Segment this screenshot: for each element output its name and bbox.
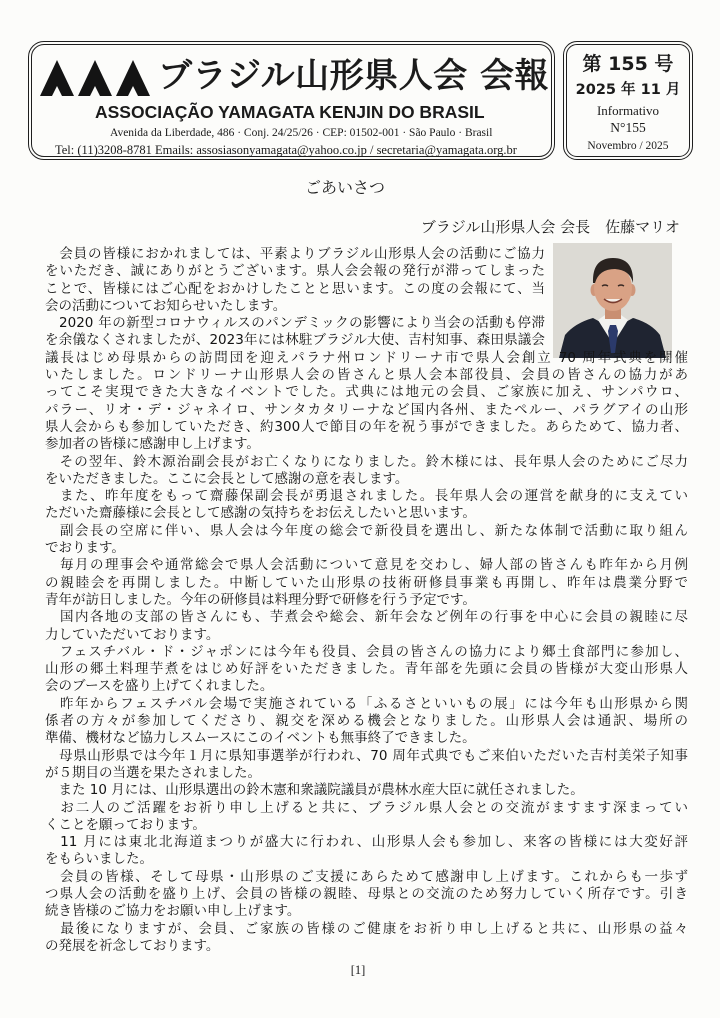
text-line: 会の活動についてお知らせいたします。 xyxy=(45,297,287,314)
text-line: 2020 年の新型コロナウィルスのパンデミックの影響により当会の活動も停滞 xyxy=(45,315,545,332)
text-line: の発展を祈念しております。 xyxy=(45,937,220,954)
issue-label-pt: Informativo xyxy=(596,103,660,118)
text-line: 議長はじめ母県からの訪問団を迎えパラナ州ロンドリーナ市で県人会創立 70 周年式典を開催 xyxy=(45,349,688,366)
text-line: フェスチバル・ド・ジャポンには今年も役員、会員の皆さんの協力により郷土食部門に参加し、 xyxy=(45,643,688,660)
greeting-body xyxy=(45,246,688,955)
newsletter-title-ja: ブラジル山形県人会 会報 xyxy=(158,56,549,96)
issue-number-pt: N°155 xyxy=(610,120,646,135)
association-contact: Tel: (11)3208-8781 Emails: assosiasonyamagata@yahoo.co.jp / secretaria@yamagata.org.br xyxy=(55,143,517,157)
text-line: 毎月の理事会や通常総会で県人会活動について意見を交わし、婦人部の皆さんも昨年から月例 xyxy=(45,557,688,574)
text-line: 昨年からフェスチバル会場で実施されている「ふるさといいもの展」には今年も山形県から関 xyxy=(45,695,688,712)
text-line: 続き皆様のご協力をお願い申し上げます。 xyxy=(45,903,301,920)
text-line: をいただきました。ここに会長として感謝の意を表します。 xyxy=(45,470,409,487)
text-line: 係者の方々が参加してくださり、親交を深める機会となりました。山形県人会は通訳、場所の xyxy=(45,713,688,730)
paragraph-2 xyxy=(45,315,688,453)
text-line: 参加者の皆様に感謝申し上げます。 xyxy=(45,436,260,453)
paragraph-14 xyxy=(45,869,688,921)
paragraph-11 xyxy=(45,782,688,799)
text-line: 会員の皆様、そして母県・山形県のご支援にあらためて感謝申し上げます。これからも一歩ず xyxy=(45,868,688,885)
paragraph-12 xyxy=(45,800,688,835)
paragraph-13 xyxy=(45,834,688,869)
text-line: ことで、皆様にはご心配をおかけしたことと思います。この度の会報にて、当 xyxy=(45,280,545,297)
issue-date-pt: Novembro / 2025 xyxy=(587,140,669,152)
association-name-pt: ASSOCIAÇÃO YAMAGATA KENJIN DO BRASIL xyxy=(95,102,485,122)
paragraph-4 xyxy=(45,488,688,523)
paragraph-7 xyxy=(45,609,688,644)
text-line: また 10 月には、山形県選出の鈴木憲和衆議院議員が農林水産大臣に就任されました。 xyxy=(45,782,584,799)
text-line: 母県山形県では今年１月に県知事選挙が行われ、70 周年式典でもご来伯いただいた吉村美栄子知事 xyxy=(45,747,688,764)
text-line: をいただき、誠にありがとうございます。県人会会報の発行が滞ってしまった xyxy=(45,263,545,280)
text-line: をもらいました。 xyxy=(45,851,153,868)
yamagata-mountains-logo-icon xyxy=(40,58,152,98)
text-line: 会のブースを盛り上げてくれました。 xyxy=(45,678,274,695)
text-line: パラー、リオ・デ・ジャネイロ、サンタカタリーナなど国内各州、またペルー、パラグアイの山形 xyxy=(45,401,688,418)
text-line: 山形の郷土料理芋煮をはじめ好評をいただきました。青年部を先頭に会員の皆様が大変山形県人 xyxy=(45,661,688,678)
paragraph-15 xyxy=(45,921,688,956)
paragraph-10 xyxy=(45,748,688,783)
text-line: ってこそ実現できた大きなイベントでした。式典には地元の会員、ご家族に加え、サンパウロ、 xyxy=(45,384,688,401)
text-line: 県人会からも参加していただき、約300人で節目の年を祝う事ができました。あらためて、協力者、 xyxy=(45,418,688,435)
paragraph-1 xyxy=(45,246,688,315)
paragraph-9 xyxy=(45,696,688,748)
text-line: 会員の皆様におかれましては、平素よりブラジル山形県人会の活動にご協力 xyxy=(45,246,545,262)
article-title: ごあいさつ xyxy=(304,178,385,197)
text-line: を余儀なくされましたが、2023年には林駐ブラジル大使、吉村知事、森田県議会 xyxy=(45,332,545,349)
paragraph-5 xyxy=(45,523,688,558)
text-line: いたしました。ロンドリーナ山形県人会の皆さんと県人会本部役員、会員の皆さんの協力があ xyxy=(45,367,688,384)
paragraph-3 xyxy=(45,454,688,489)
text-line: 副会長の空席に伴い、県人会は今年度の総会で新役員を選出し、新たな体制で活動に取り組ん xyxy=(45,522,688,539)
paragraph-6 xyxy=(45,557,688,609)
issue-date-ja: 2025 年 11 月 xyxy=(575,82,681,98)
page-number: [1] xyxy=(350,963,366,977)
text-line: つ県人会の活動を盛り上げ、会員の皆様の親睦、母県との交流のため努力していく所存です。引き xyxy=(45,885,688,902)
text-line: お二人のご活躍をお祈り申し上げると共に、ブラジル県人会との交流がますます深まってい xyxy=(45,799,688,816)
text-line: その翌年、鈴木源治副会長がお亡くなりになりました。鈴木様には、長年県人会のためにご尽力 xyxy=(45,453,688,470)
text-line: が５期目の当選を果たされました。 xyxy=(45,764,261,781)
text-line: 11 月には東北北海道まつりが盛大に行われ、山形県人会も参加し、来客の皆様には大変好評 xyxy=(45,834,688,851)
text-line: ただいた齋藤様に会長として感謝の気持ちをお伝えしたいと思います。 xyxy=(45,505,476,522)
article-author: ブラジル山形県人会 会長 佐藤マリオ xyxy=(420,218,680,236)
text-line: 国内各地の支部の皆さんにも、芋煮会や総会、新年会など例年の行事を中心に会員の親睦に尽 xyxy=(45,609,688,626)
text-line: でおります。 xyxy=(45,540,125,557)
text-line: また、昨年度をもって齋藤保副会長が勇退されました。長年県人会の運営を献身的に支えてい xyxy=(45,488,688,505)
issue-number-ja: 第 155 号 xyxy=(582,53,674,75)
paragraph-8 xyxy=(45,644,688,696)
text-line: の親睦会を再開しました。中断していた山形県の技術研修員事業も再開し、昨年は農業分野で xyxy=(45,574,688,591)
association-address: Avenida da Liberdade, 486 · Conj. 24/25/26 · CEP: 01502-001 · São Paulo · Brasil xyxy=(110,127,493,139)
text-line: 準備、機材など協力しスムースにこのイベントも無事終了できました。 xyxy=(45,730,476,747)
text-line: 最後になりますが、会員、ご家族の皆様のご健康をお祈り申し上げると共に、山形県の益々 xyxy=(45,920,688,937)
text-line: 力していただいております。 xyxy=(45,626,220,643)
text-line: 青年が訪日しました。今年の研修員は料理分野で研修を行う予定です。 xyxy=(45,591,476,608)
text-line: くことを願っております。 xyxy=(45,816,206,833)
